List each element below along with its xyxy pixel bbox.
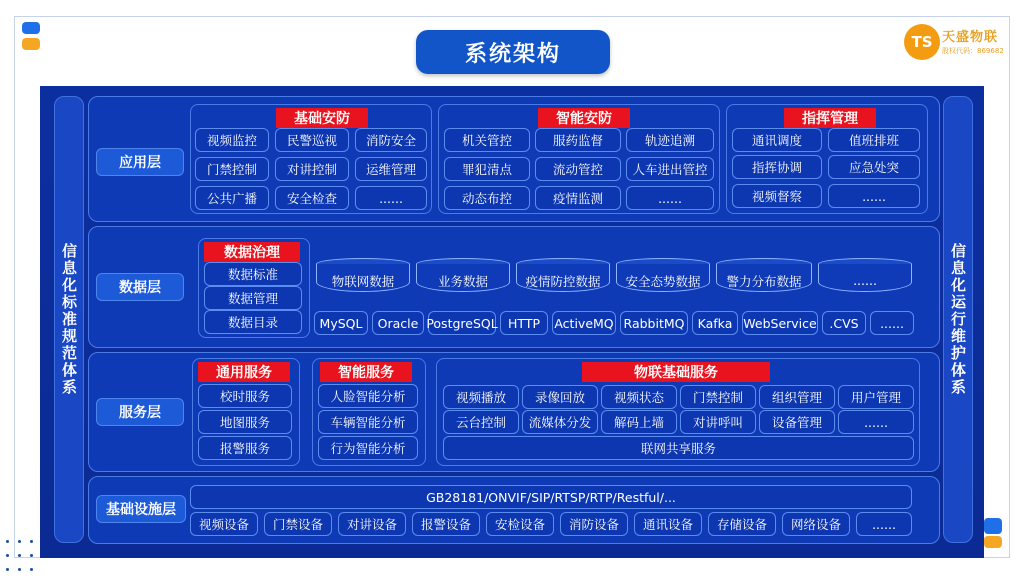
tech-cell: ...... xyxy=(870,311,914,335)
item-cell: 校时服务 xyxy=(198,384,292,408)
item-cell: 报警服务 xyxy=(198,436,292,460)
item-cell: 门禁控制 xyxy=(680,385,756,409)
corner-decoration xyxy=(984,536,1002,548)
database-store-label: ...... xyxy=(818,264,912,292)
item-cell: 应急处突 xyxy=(828,155,920,179)
device-cell: 门禁设备 xyxy=(264,512,332,536)
device-cell: 对讲设备 xyxy=(338,512,406,536)
group-title: 指挥管理 xyxy=(784,108,876,128)
item-cell: 轨迹追溯 xyxy=(626,128,714,152)
database-store xyxy=(716,258,812,296)
database-store-label: 警力分布数据 xyxy=(716,264,812,292)
item-cell: 动态布控 xyxy=(444,186,530,210)
item-cell: 门禁控制 xyxy=(195,157,269,181)
app-layer-label: 应用层 xyxy=(96,148,184,176)
tech-cell: PostgreSQL xyxy=(428,311,496,335)
device-cell: ...... xyxy=(856,512,912,536)
item-cell: 云台控制 xyxy=(443,410,519,434)
device-cell: 消防设备 xyxy=(560,512,628,536)
database-store xyxy=(818,258,912,296)
group-title: 数据治理 xyxy=(204,242,300,262)
company-logo xyxy=(904,24,1008,60)
data-layer-label: 数据层 xyxy=(96,273,184,301)
tech-cell: MySQL xyxy=(314,311,368,335)
tech-cell: Oracle xyxy=(372,311,424,335)
device-cell: 通讯设备 xyxy=(634,512,702,536)
group-title: 通用服务 xyxy=(198,362,290,382)
database-store xyxy=(616,258,710,296)
item-cell: 公共广播 xyxy=(195,186,269,210)
item-cell: 用户管理 xyxy=(838,385,914,409)
device-cell: 安检设备 xyxy=(486,512,554,536)
item-cell: 对讲控制 xyxy=(275,157,349,181)
item-cell: 视频状态 xyxy=(601,385,677,409)
database-store-label: 业务数据 xyxy=(416,264,510,292)
item-cell: 人车进出管控 xyxy=(626,157,714,181)
item-cell: 机关管控 xyxy=(444,128,530,152)
logo-mark-icon: TS xyxy=(904,24,940,60)
item-cell: 罪犯清点 xyxy=(444,157,530,181)
group-title: 物联基础服务 xyxy=(582,362,770,382)
item-cell: 疫情监测 xyxy=(535,186,621,210)
database-store-label: 物联网数据 xyxy=(316,264,410,292)
group-title: 智能安防 xyxy=(538,108,630,128)
tech-cell: Kafka xyxy=(692,311,738,335)
tech-cell: .CVS xyxy=(822,311,866,335)
tech-cell: ActiveMQ xyxy=(552,311,616,335)
item-cell: 消防安全 xyxy=(355,128,427,152)
device-cell: 网络设备 xyxy=(782,512,850,536)
item-cell: 数据管理 xyxy=(204,286,302,310)
right-side-bar xyxy=(943,96,973,543)
item-cell: 安全检查 xyxy=(275,186,349,210)
database-store xyxy=(516,258,610,296)
protocol-bar: GB28181/ONVIF/SIP/RTSP/RTP/Restful/... xyxy=(190,485,912,509)
database-store-label: 疫情防控数据 xyxy=(516,264,610,292)
database-store xyxy=(416,258,510,296)
left-side-label: 信息化标准规范体系 xyxy=(60,243,78,396)
item-cell: 服药监督 xyxy=(535,128,621,152)
infra-layer-label: 基础设施层 xyxy=(96,495,186,523)
tech-cell: WebService xyxy=(742,311,818,335)
item-cell: ...... xyxy=(828,184,920,208)
iot-share-cell: 联网共享服务 xyxy=(443,436,914,460)
corner-decoration xyxy=(22,38,40,50)
device-cell: 报警设备 xyxy=(412,512,480,536)
tech-cell: RabbitMQ xyxy=(620,311,688,335)
item-cell: 地图服务 xyxy=(198,410,292,434)
item-cell: 运维管理 xyxy=(355,157,427,181)
item-cell: 流动管控 xyxy=(535,157,621,181)
item-cell: 值班排班 xyxy=(828,128,920,152)
group-title: 基础安防 xyxy=(276,108,368,128)
item-cell: ...... xyxy=(838,410,914,434)
item-cell: 通讯调度 xyxy=(732,128,822,152)
database-store xyxy=(316,258,410,296)
item-cell: 视频监控 xyxy=(195,128,269,152)
right-side-label: 信息化运行维护体系 xyxy=(949,243,967,396)
corner-decoration xyxy=(984,518,1002,534)
item-cell: 视频播放 xyxy=(443,385,519,409)
item-cell: 组织管理 xyxy=(759,385,835,409)
item-cell: ...... xyxy=(626,186,714,210)
item-cell: 流媒体分发 xyxy=(522,410,598,434)
left-side-bar xyxy=(54,96,84,543)
database-store-label: 安全态势数据 xyxy=(616,264,710,292)
item-cell: 视频督察 xyxy=(732,184,822,208)
item-cell: 对讲呼叫 xyxy=(680,410,756,434)
device-cell: 存储设备 xyxy=(708,512,776,536)
item-cell: 数据目录 xyxy=(204,310,302,334)
item-cell: 指挥协调 xyxy=(732,155,822,179)
item-cell: 行为智能分析 xyxy=(318,436,418,460)
item-cell: 民警巡视 xyxy=(275,128,349,152)
service-layer-label: 服务层 xyxy=(96,398,184,426)
item-cell: 录像回放 xyxy=(522,385,598,409)
logo-code: 股权代码：869682 xyxy=(942,47,1004,55)
group-title: 智能服务 xyxy=(320,362,412,382)
item-cell: 车辆智能分析 xyxy=(318,410,418,434)
corner-decoration xyxy=(22,22,40,34)
item-cell: 人脸智能分析 xyxy=(318,384,418,408)
page-title: 系统架构 xyxy=(416,30,610,74)
item-cell: 解码上墙 xyxy=(601,410,677,434)
item-cell: ...... xyxy=(355,186,427,210)
tech-cell: HTTP xyxy=(500,311,548,335)
logo-name: 天盛物联 xyxy=(942,30,999,45)
device-cell: 视频设备 xyxy=(190,512,258,536)
item-cell: 数据标准 xyxy=(204,262,302,286)
item-cell: 设备管理 xyxy=(759,410,835,434)
